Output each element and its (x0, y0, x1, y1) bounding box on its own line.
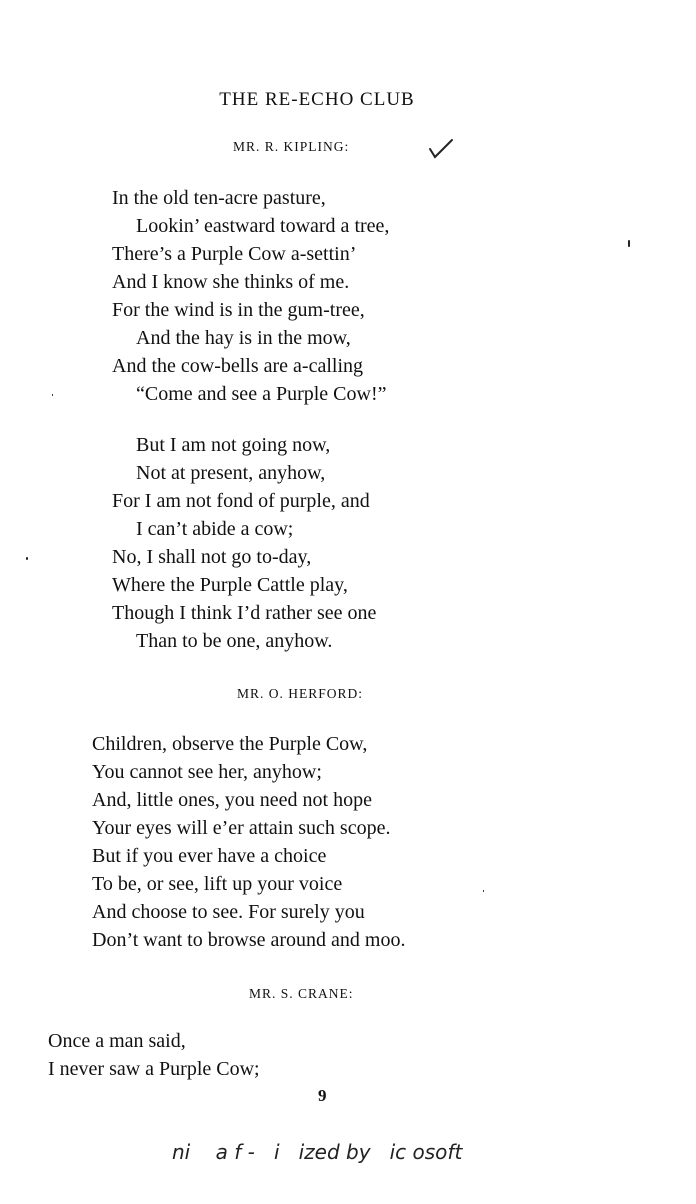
poem-line: Children, observe the Purple Cow, (92, 733, 368, 755)
scan-speck (52, 394, 53, 396)
scan-speck (26, 557, 28, 560)
poem-line: I can’t abide a cow; (136, 518, 294, 540)
poem-line: But if you ever have a choice (92, 845, 327, 867)
stanza-herford (92, 730, 405, 954)
stanza-kipling-2 (112, 431, 376, 655)
poem-line: Once a man said, (48, 1030, 186, 1052)
poem-line: Where the Purple Cattle play, (112, 574, 348, 596)
poem-line: Lookin’ eastward toward a tree, (136, 215, 390, 237)
section-heading-herford: MR. O. HERFORD: (237, 686, 364, 701)
digitized-watermark: ni a f - i ized by ic osoft (172, 1140, 463, 1164)
scan-speck (483, 890, 484, 892)
poem-line: I never saw a Purple Cow; (48, 1058, 260, 1080)
pencil-check-mark-icon (428, 138, 454, 160)
poem-line: And the hay is in the mow, (136, 327, 351, 349)
poem-line: Though I think I’d rather see one (112, 602, 377, 624)
poem-line: “Come and see a Purple Cow!” (136, 383, 387, 405)
poem-line: And choose to see. For surely you (92, 901, 365, 923)
section-heading-kipling: MR. R. KIPLING: (233, 139, 350, 154)
stanza-crane (48, 1027, 260, 1083)
poem-line: For I am not fond of purple, and (112, 490, 370, 512)
poem-line: Your eyes will e’er attain such scope. (92, 817, 391, 839)
poem-line: And, little ones, you need not hope (92, 789, 372, 811)
running-head: THE RE-ECHO CLUB (219, 89, 415, 110)
poem-line: But I am not going now, (136, 434, 331, 456)
poem-line: Than to be one, anyhow. (136, 630, 333, 652)
poem-line: To be, or see, lift up your voice (92, 873, 343, 895)
poem-line: In the old ten-acre pasture, (112, 187, 326, 209)
stanza-kipling-1 (112, 184, 389, 408)
scan-speck (628, 240, 630, 247)
poem-line: And I know she thinks of me. (112, 271, 350, 293)
page-number: 9 (318, 1086, 327, 1105)
section-heading-crane: MR. S. CRANE: (249, 986, 354, 1001)
poem-line: You cannot see her, anyhow; (92, 761, 322, 783)
poem-line: There’s a Purple Cow a-settin’ (112, 243, 357, 265)
poem-line: Don’t want to browse around and moo. (92, 929, 406, 951)
poem-line: For the wind is in the gum-tree, (112, 299, 365, 321)
poem-line: No, I shall not go to-day, (112, 546, 312, 568)
poem-line: Not at present, anyhow, (136, 462, 326, 484)
poem-line: And the cow-bells are a-calling (112, 355, 364, 377)
